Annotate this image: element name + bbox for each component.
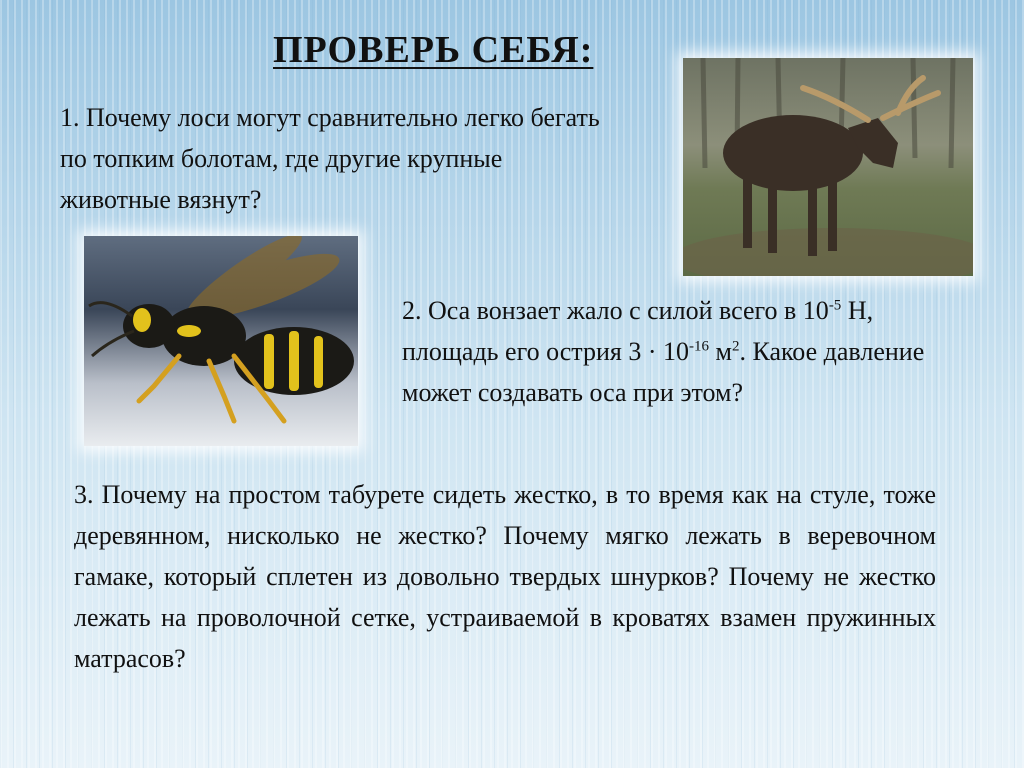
exponent-2: -16 (689, 338, 709, 355)
question-2-part-3: м (709, 337, 732, 366)
exponent-3: 2 (731, 338, 740, 355)
question-2 (402, 290, 942, 413)
question-3: 3. Почему на простом табурете сидеть жестко, в то время как на стуле, тоже деревянном, нисколько не жестко? Почему мягко лежать в веревочном гамаке, который сплетен из довольно твердых шнурков? Почему не жестко лежать на проволочной сетке, устраиваемой в кроватях взамен пружинных матрасов? (74, 480, 936, 673)
exponent-1: -5 (828, 297, 842, 314)
wasp-photo (84, 236, 358, 446)
slide-title: ПРОВЕРЬ СЕБЯ: (273, 29, 594, 71)
moose-photo (683, 58, 973, 276)
question-2-part-2: Н, площадь его острия 3 · 10 (402, 296, 874, 366)
question-2-part-4: . Какое давление может создавать оса при этом? (402, 337, 925, 407)
question-1: 1. Почему лоси могут сравнительно легко бегать по топким болотам, где другие крупные животные вязнут? (60, 103, 600, 214)
question-2-part-1: 2. Оса вонзает жало с силой всего в 10 (402, 296, 829, 325)
